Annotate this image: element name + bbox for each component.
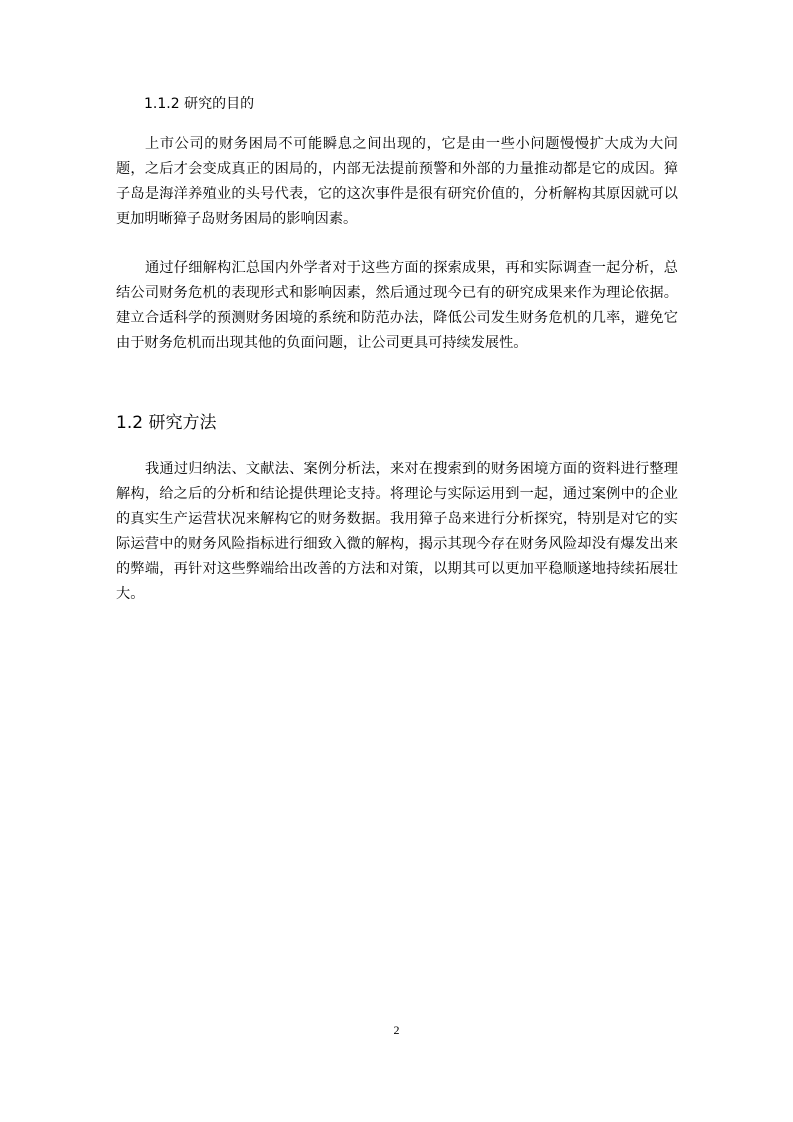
section-1-2-heading: 1.2 研究方法 (116, 413, 217, 433)
page-number: 2 (393, 1023, 400, 1037)
section-1-1-2-heading: 1.1.2 研究的目的 (144, 96, 255, 112)
section-1-1-2-paragraph-2: 通过仔细解构汇总国内外学者对于这些方面的探索成果，再和实际调查一起分析，总结公司财务危机的表现形式和影响因素，然后通过现今已有的研究成果来作为理论依据。建立合适科学的预测财务困境的系统和防范办法，降低公司发生财务危机的几率，避免它由于财务危机而出现其他的负面问题，让公司更具可持续发展性。 (116, 260, 678, 351)
section-1-2-paragraph-1: 我通过归纳法、文献法、案例分析法，来对在搜索到的财务困境方面的资料进行整理解构，给之后的分析和结论提供理论支持。将理论与实际运用到一起，通过案例中的企业的真实生产运营状况来解构它的财务数据。我用獐子岛来进行分析探究，特别是对它的实际运营中的财务风险指标进行细致入微的解构，揭示其现今存在财务风险却没有爆发出来的弊端，再针对这些弊端给出改善的方法和对策，以期其可以更加平稳顺遂地持续拓展壮大。 (116, 461, 678, 602)
section-1-1-2-paragraph-1: 上市公司的财务困局不可能瞬息之间出现的，它是由一些小问题慢慢扩大成为大问题，之后才会变成真正的困局的，内部无法提前预警和外部的力量推动都是它的成因。獐子岛是海洋养殖业的头号代表，它的这次事件是很有研究价值的，分析解构其原因就可以更加明晰獐子岛财务困局的影响因素。 (116, 136, 678, 227)
